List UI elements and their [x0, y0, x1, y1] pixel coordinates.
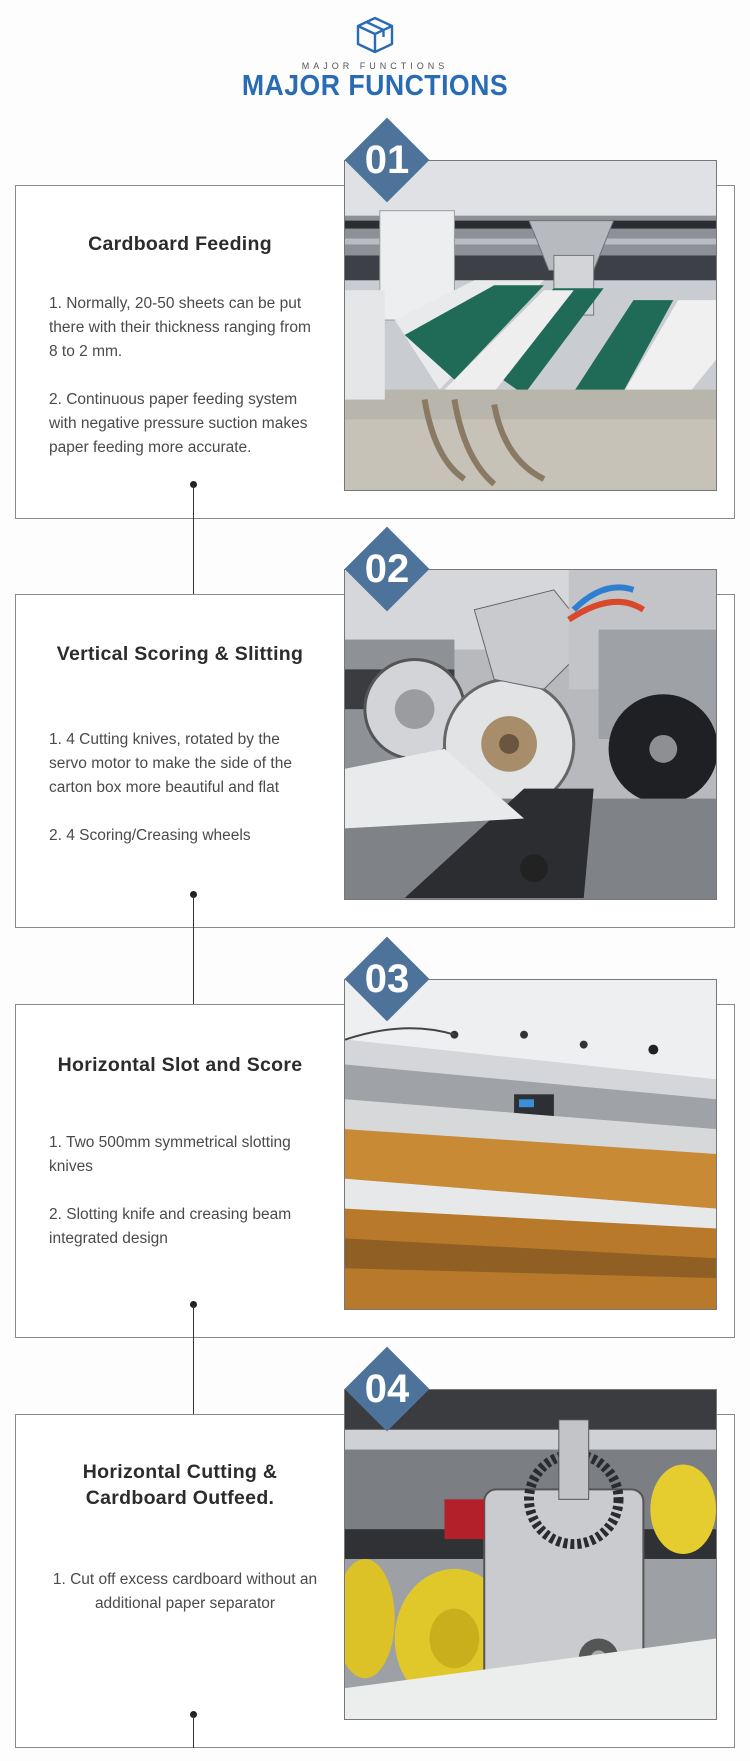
section-number: 04 [364, 1367, 410, 1411]
section-number: 02 [364, 547, 410, 591]
section-paragraph: 1. Cut off excess cardboard without an additional paper separator [52, 1571, 318, 1612]
box-icon [355, 16, 395, 54]
section-paragraph: 1. 4 Cutting knives, rotated by the servo motor to make the side of the carton box more beautiful and flat [49, 731, 292, 796]
section-title-line: Horizontal Cutting & [82, 1461, 278, 1483]
section-description [49, 728, 321, 872]
section-paragraph: 1. Normally, 20-50 sheets can be put there with their thickness ranging from 8 to 2 mm. [49, 295, 311, 360]
vertical-scoring-photo [344, 569, 717, 900]
page-title: MAJOR FUNCTIONS [241, 70, 509, 102]
section-number: 01 [364, 138, 410, 182]
connector-line [193, 485, 194, 595]
horizontal-cutting-photo [344, 1389, 717, 1720]
section-paragraph: 1. Two 500mm symmetrical slotting knives [49, 1134, 291, 1175]
page-header [0, 0, 750, 110]
section-paragraph: 2. Slotting knife and creasing beam integrated design [49, 1206, 292, 1247]
header-kicker: MAJOR FUNCTIONS [301, 61, 449, 71]
cardboard-feeding-photo [344, 160, 717, 491]
section-title: Vertical Scoring & Slitting [56, 643, 304, 665]
section-description [49, 292, 321, 484]
horizontal-slot-photo [344, 979, 717, 1310]
section-paragraph: 2. 4 Scoring/Creasing wheels [49, 827, 251, 844]
connector-line [193, 1715, 194, 1748]
connector-line [193, 1305, 194, 1415]
section-description [45, 1568, 325, 1640]
section-description [49, 1131, 321, 1275]
section-number: 03 [364, 957, 410, 1001]
section-paragraph: 2. Continuous paper feeding system with negative pressure suction makes paper feeding more accurate. [49, 391, 308, 456]
section-title [30, 1459, 330, 1511]
connector-line [193, 895, 194, 1005]
section-title: Cardboard Feeding [88, 233, 272, 255]
section-title: Horizontal Slot and Score [57, 1054, 303, 1076]
section-title-line: Cardboard Outfeed. [85, 1487, 275, 1509]
